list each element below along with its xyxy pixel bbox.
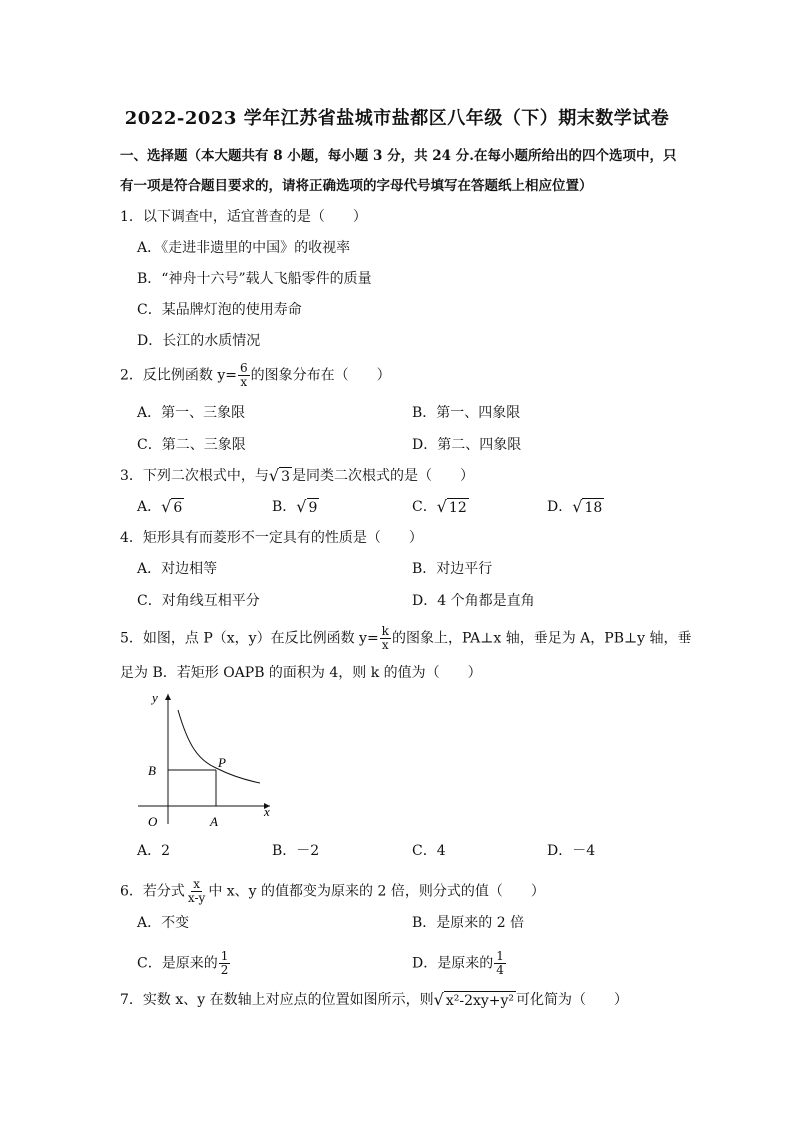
q5-stem-post: 的图象上，PA⊥x 轴，垂足为 A，PB⊥y 轴，垂 <box>391 630 692 647</box>
q4-option-d: D．4 个角都是直角 <box>412 593 535 609</box>
q1-option-c: C．某品牌灯泡的使用寿命 <box>137 302 302 318</box>
q1-option-b: B．“神舟十六号”载人飞船零件的质量 <box>137 271 372 287</box>
q3-option-b-letter: B． <box>272 499 297 515</box>
q4-option-c: C．对角线互相平分 <box>137 593 260 609</box>
q2-stem-post: 的图象分布在（ ） <box>250 367 391 384</box>
q2-fraction <box>238 362 250 389</box>
y-axis-arrow <box>165 694 171 700</box>
q6-option-d-den: 4 <box>496 963 504 977</box>
q6-option-c-fraction <box>219 950 231 977</box>
q1-option-d: D．长江的水质情况 <box>137 333 261 349</box>
q7-radicand: x²-2xy+y² <box>445 993 515 1009</box>
label-x: x <box>264 804 270 819</box>
q3-option-a <box>137 497 184 517</box>
q3-option-b <box>272 497 319 517</box>
q4-option-b: B．对边平行 <box>412 561 493 577</box>
q4-option-a: A．对边相等 <box>137 561 218 577</box>
label-o: O <box>148 814 158 829</box>
q6-option-c-pre: C．是原来的 <box>137 955 218 972</box>
section-instructions-line1: 一、选择题（本大题共有 8 小题，每小题 3 分，共 24 分.在每小题所给出的四个选项中，只 <box>120 148 677 164</box>
q4-stem: 4．矩形具有而菱形不一定具有的性质是（ ） <box>120 530 423 546</box>
q6-stem-pre: 6．若分式 <box>120 883 185 900</box>
q2-option-c: C．第二、三象限 <box>137 437 246 453</box>
q7-stem-pre: 7．实数 x、y 在数轴上对应点的位置如图所示，则 <box>120 992 434 1008</box>
q1-option-a: A．《走进非遗里的中国》的收视率 <box>137 240 351 256</box>
q7-stem <box>120 990 628 1010</box>
q6-option-b: B．是原来的 2 倍 <box>412 915 525 931</box>
page-title: 2022-2023 学年江苏省盐城市盐都区八年级（下）期末数学试卷 <box>124 108 670 129</box>
q5-stem <box>120 625 692 652</box>
q5-option-a: A．2 <box>137 843 171 859</box>
label-p: P <box>218 755 226 770</box>
q3-option-b-radicand: 9 <box>308 500 318 516</box>
q3-option-b-sqrt: √ 9 <box>296 497 318 516</box>
q3-option-c-letter: C． <box>412 499 437 515</box>
q3-option-d-radicand: 18 <box>584 500 603 516</box>
q6-option-c-den: 2 <box>220 963 229 977</box>
q6-fraction <box>186 878 207 905</box>
q5-fraction <box>380 625 391 652</box>
q3-stem-sqrt: √ 3 <box>268 466 291 485</box>
q5-option-b: B．－2 <box>272 843 320 859</box>
label-b: B <box>148 763 156 778</box>
q3-stem-post: 是同类二次根式的是（ ） <box>292 468 475 484</box>
q1-stem: 1．以下调查中，适宜普查的是（ ） <box>120 209 367 225</box>
q6-frac-den: x-y <box>187 891 206 905</box>
hyperbola-curve <box>178 710 260 783</box>
q6-option-d <box>412 950 507 977</box>
q6-stem <box>120 878 545 905</box>
q3-option-d <box>547 497 604 517</box>
label-y: y <box>152 690 158 705</box>
q2-stem-pre: 2．反比例函数 y= <box>120 367 237 384</box>
q2-stem <box>120 362 391 389</box>
q3-stem-pre: 3．下列二次根式中，与 <box>120 468 269 484</box>
q6-option-d-num: 1 <box>496 949 504 963</box>
q3-option-d-sqrt: √ 18 <box>572 497 603 516</box>
q6-option-c-num: 1 <box>220 949 229 963</box>
q3-option-a-sqrt: √ 6 <box>161 497 183 516</box>
q3-stem-radicand: 3 <box>281 469 291 485</box>
q3-option-d-letter: D． <box>547 499 573 515</box>
q5-frac-den: x <box>381 638 389 652</box>
section-instructions-line2: 有一项是符合题目要求的，请将正确选项的字母代号填写在答题纸上相应位置） <box>120 178 593 194</box>
q2-option-d: D．第二、四象限 <box>412 437 522 453</box>
q6-option-c <box>137 950 231 977</box>
q6-option-d-pre: D．是原来的 <box>412 955 494 972</box>
q7-stem-post: 可化简为（ ） <box>516 992 629 1008</box>
q6-frac-num: x <box>193 877 200 891</box>
q3-option-c-sqrt: √ 12 <box>436 497 467 516</box>
q5-stem-pre: 5．如图，点 P（x，y）在反比例函数 y= <box>120 630 379 647</box>
q3-option-a-radicand: 6 <box>173 500 183 516</box>
q3-option-a-letter: A． <box>137 499 162 515</box>
q3-option-c <box>412 497 469 517</box>
q6-option-d-fraction <box>494 950 506 977</box>
q6-option-a: A．不变 <box>137 915 190 931</box>
label-a: A <box>210 814 218 829</box>
q7-sqrt: √ x²-2xy+y² <box>433 990 515 1009</box>
q3-option-c-radicand: 12 <box>448 500 467 516</box>
q2-frac-den: x <box>240 375 248 389</box>
q5-figure <box>130 690 280 830</box>
q5-option-c: C．4 <box>412 843 446 859</box>
q2-option-a: A．第一、三象限 <box>137 405 246 421</box>
q3-stem <box>120 466 474 486</box>
q2-option-b: B．第一、四象限 <box>412 405 521 421</box>
q5-frac-num: k <box>381 624 389 638</box>
q5-graph <box>130 690 280 830</box>
q2-frac-num: 6 <box>240 361 248 375</box>
q6-stem-post: 中 x、y 的值都变为原来的 2 倍，则分式的值（ ） <box>208 883 545 900</box>
q5-option-d: D．－4 <box>547 843 596 859</box>
q5-stem-line2: 足为 B．若矩形 OAPB 的面积为 4，则 k 的值为（ ） <box>120 665 482 681</box>
